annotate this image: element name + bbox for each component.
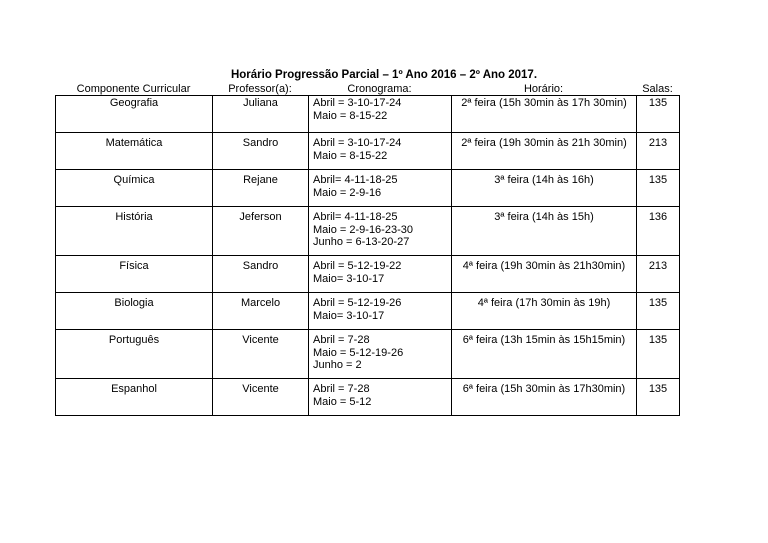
cell-professor: Marcelo <box>213 293 309 330</box>
cell-horario: 4ª feira (19h 30min às 21h30min) <box>452 256 637 293</box>
cell-cronograma <box>309 379 452 416</box>
cronograma-line: Abril = 3-10-17-24 <box>313 137 402 149</box>
cell-professor: Juliana <box>213 96 309 133</box>
cell-cronograma <box>309 170 452 207</box>
table-row <box>56 293 680 330</box>
cell-cronograma <box>309 96 452 133</box>
cell-sala: 136 <box>637 207 680 256</box>
cronograma-line: Maio= 3-10-17 <box>313 272 385 285</box>
table-row <box>56 379 680 416</box>
header-horario: Horário: <box>523 83 564 95</box>
cronograma-line: Abril = 3-10-17-24 <box>313 97 402 109</box>
header-cronograma: Cronograma: <box>347 83 412 95</box>
header-professor: Professor(a): <box>228 83 292 95</box>
cell-horario: 2ª feira (19h 30min às 21h 30min) <box>452 133 637 170</box>
cronograma-line: Maio = 2-9-16-23-30 <box>313 223 413 236</box>
cell-componente: Biologia <box>56 293 213 330</box>
cronograma-line: Maio = 5-12-19-26 <box>313 346 404 359</box>
cell-cronograma <box>309 133 452 170</box>
cell-cronograma <box>309 330 452 379</box>
cell-horario: 3ª feira (14h às 15h) <box>452 207 637 256</box>
table-row <box>56 256 680 293</box>
cronograma-line: Abril= 4-11-18-25 <box>313 211 398 223</box>
cronograma-line: Abril = 5-12-19-26 <box>313 297 402 309</box>
table-row <box>56 330 680 379</box>
cell-sala: 135 <box>637 170 680 207</box>
header-salas: Salas: <box>642 83 673 95</box>
cell-sala: 213 <box>637 133 680 170</box>
cell-professor: Sandro <box>213 133 309 170</box>
cell-horario: 6ª feira (13h 15min às 15h15min) <box>452 330 637 379</box>
cronograma-line: Junho = 6-13-20-27 <box>313 236 410 248</box>
header-componente: Componente Curricular <box>76 83 191 95</box>
table-row <box>56 96 680 133</box>
cell-componente: Geografia <box>56 96 213 133</box>
cell-componente: Matemática <box>56 133 213 170</box>
cell-sala: 135 <box>637 96 680 133</box>
cell-sala: 135 <box>637 293 680 330</box>
cronograma-line: Maio = 8-15-22 <box>313 109 388 122</box>
cronograma-line: Junho = 2 <box>313 359 362 371</box>
cell-horario: 2ª feira (15h 30min às 17h 30min) <box>452 96 637 133</box>
schedule-table <box>55 95 680 416</box>
cronograma-line: Abril= 4-11-18-25 <box>313 174 398 186</box>
cronograma-line: Maio = 8-15-22 <box>313 149 388 162</box>
cell-horario: 4ª feira (17h 30min às 19h) <box>452 293 637 330</box>
cell-professor: Jeferson <box>213 207 309 256</box>
cell-professor: Vicente <box>213 379 309 416</box>
cronograma-line: Maio= 3-10-17 <box>313 309 385 322</box>
cell-sala: 135 <box>637 379 680 416</box>
cell-componente: Espanhol <box>56 379 213 416</box>
cell-professor: Sandro <box>213 256 309 293</box>
table-row <box>56 133 680 170</box>
cell-sala: 213 <box>637 256 680 293</box>
cronograma-line: Abril = 5-12-19-22 <box>313 260 402 272</box>
cell-cronograma <box>309 207 452 256</box>
cronograma-line: Abril = 7-28 <box>313 383 370 395</box>
cell-componente: Química <box>56 170 213 207</box>
cell-componente: Física <box>56 256 213 293</box>
cell-componente: História <box>56 207 213 256</box>
cell-horario: 3ª feira (14h às 16h) <box>452 170 637 207</box>
cell-cronograma <box>309 293 452 330</box>
table-row <box>56 170 680 207</box>
cronograma-line: Maio = 5-12 <box>313 395 372 408</box>
cell-professor: Vicente <box>213 330 309 379</box>
cell-horario: 6ª feira (15h 30min às 17h30min) <box>452 379 637 416</box>
cronograma-line: Maio = 2-9-16 <box>313 186 382 199</box>
table-row <box>56 207 680 256</box>
cell-cronograma <box>309 256 452 293</box>
cronograma-line: Abril = 7-28 <box>313 334 370 346</box>
page-title: Horário Progressão Parcial – 1º Ano 2016 – 2º Ano 2017. <box>230 69 538 81</box>
cell-componente: Português <box>56 330 213 379</box>
cell-sala: 135 <box>637 330 680 379</box>
cell-professor: Rejane <box>213 170 309 207</box>
